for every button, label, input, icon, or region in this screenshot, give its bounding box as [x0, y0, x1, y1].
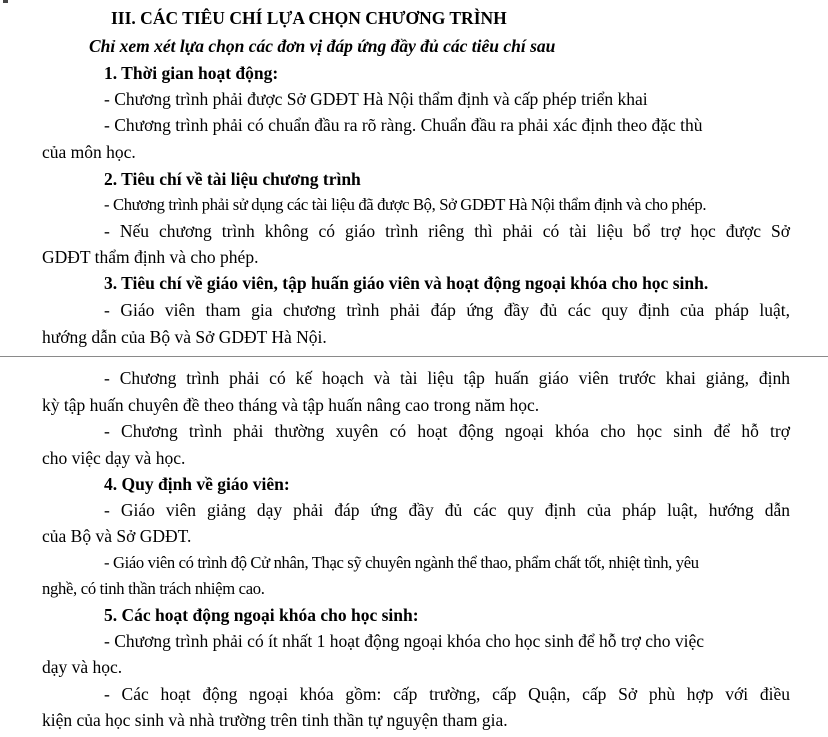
paragraph-line: - Giáo viên tham gia chương trình phải đáp ứng đầy đủ các quy định của pháp luật,: [104, 300, 790, 320]
section-heading: III. CÁC TIÊU CHÍ LỰA CHỌN CHƯƠNG TRÌNH: [111, 8, 507, 28]
subsection-2-title: 2. Tiêu chí về tài liệu chương trình: [104, 169, 361, 189]
paragraph-line: dạy và học.: [42, 657, 123, 677]
paragraph-line: hướng dẫn của Bộ và Sở GDĐT Hà Nội.: [42, 327, 327, 347]
paragraph-line: - Các hoạt động ngoại khóa gồm: cấp trường, cấp Quận, cấp Sở phù hợp với điều: [104, 684, 790, 704]
paragraph-line: kiện của học sinh và nhà trường trên tinh thần tự nguyện tham gia.: [42, 710, 508, 730]
paragraph-line: - Chương trình phải có ít nhất 1 hoạt động ngoại khóa cho học sinh để hỗ trợ cho việc: [104, 631, 705, 651]
subsection-1-title: 1. Thời gian hoạt động:: [104, 63, 279, 83]
paragraph-line: - Giáo viên giảng dạy phải đáp ứng đầy đủ các quy định của pháp luật, hướng dẫn: [104, 500, 790, 520]
page-break-divider: [0, 356, 828, 357]
paragraph-line: - Chương trình phải thường xuyên có hoạt động ngoại khóa cho học sinh để hỗ trợ: [104, 421, 790, 441]
paragraph-line: - Giáo viên có trình độ Cử nhân, Thạc sỹ chuyên ngành thể thao, phẩm chất tốt, nhiệt tình, yêu: [104, 553, 699, 572]
paragraph-line: - Chương trình phải có chuẩn đầu ra rõ ràng. Chuẩn đầu ra phải xác định theo đặc thù: [104, 115, 703, 135]
paragraph-line: - Nếu chương trình không có giáo trình riêng thì phải có tài liệu bổ trợ học được Sở: [104, 221, 790, 241]
subsection-4-title: 4. Quy định về giáo viên:: [104, 474, 290, 494]
paragraph-line: của Bộ và Sở GDĐT.: [42, 526, 192, 546]
paragraph-line: nghề, có tinh thần trách nhiệm cao.: [42, 579, 265, 598]
intro-line: Chỉ xem xét lựa chọn các đơn vị đáp ứng đầy đủ các tiêu chí sau: [89, 36, 556, 56]
paragraph-line: của môn học.: [42, 142, 136, 162]
paragraph-line: cho việc dạy và học.: [42, 448, 186, 468]
paragraph-line: - Chương trình phải có kế hoạch và tài liệu tập huấn giáo viên trước khai giảng, định: [104, 368, 790, 388]
paragraph-line: kỳ tập huấn chuyên đề theo tháng và tập huấn nâng cao trong năm học.: [42, 395, 540, 415]
paragraph-line: - Chương trình phải được Sở GDĐT Hà Nội thẩm định và cấp phép triển khai: [104, 89, 648, 109]
subsection-3-title: 3. Tiêu chí về giáo viên, tập huấn giáo viên và hoạt động ngoại khóa cho học sinh.: [104, 273, 709, 293]
subsection-5-title: 5. Các hoạt động ngoại khóa cho học sinh:: [104, 605, 419, 625]
paragraph-line: GDĐT thẩm định và cho phép.: [42, 247, 259, 267]
paragraph-line: - Chương trình phải sử dụng các tài liệu đã được Bộ, Sở GDĐT Hà Nội thẩm định và cho phép.: [104, 195, 707, 214]
page-corner-mark: [3, 0, 8, 3]
